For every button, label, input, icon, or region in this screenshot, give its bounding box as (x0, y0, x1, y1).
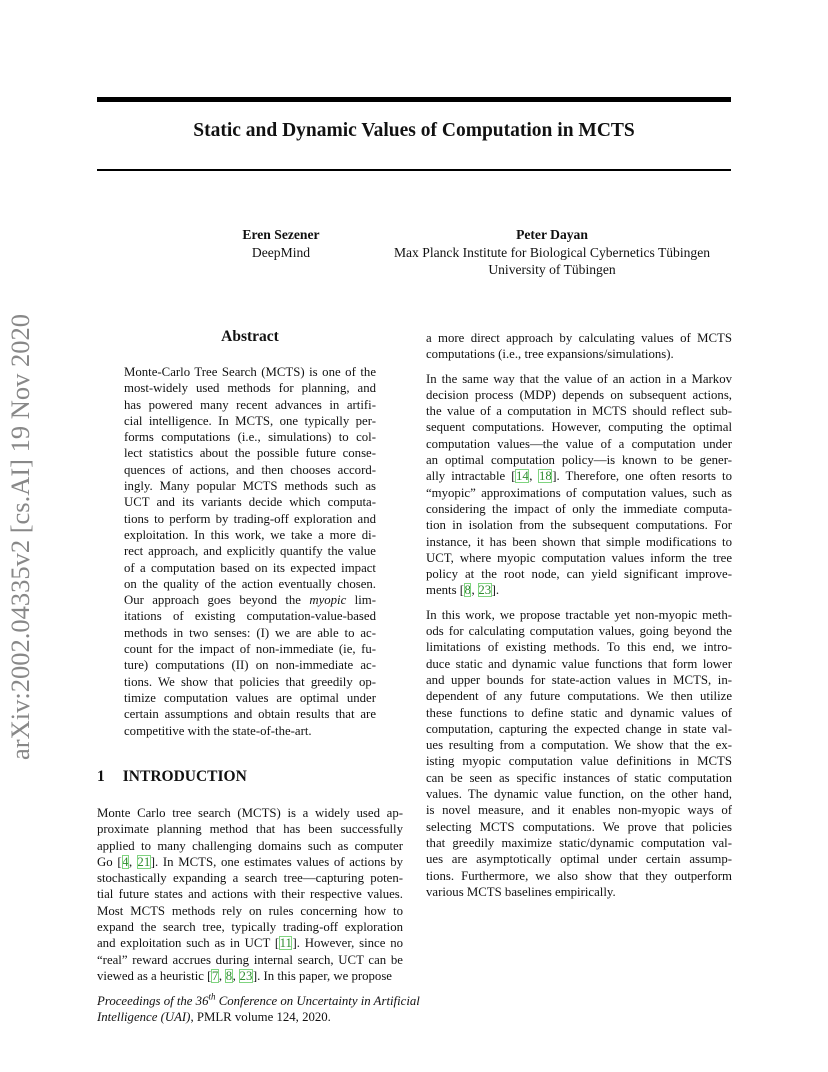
abstract-heading: Abstract (221, 328, 279, 345)
text-line: most-widely used methods for planning, and (124, 381, 376, 396)
text-line: UCT, where myopic computation values inform the tree (426, 550, 732, 565)
text-line: count for the impact of non-immediate (ie, fu- (124, 642, 376, 657)
author-block (380, 226, 724, 279)
text-line: selecting MCTS computations. We prove that policies (426, 819, 732, 834)
text-line: “real” reward accrues during internal search, UCT can be (97, 952, 403, 967)
paragraph (426, 330, 732, 363)
author-affiliation: Max Planck Institute for Biological Cybernetics Tübingen (393, 244, 711, 260)
text-line: ally intractable [14, 18]. Therefore, one often resorts to (426, 469, 732, 484)
text-line: a more direct approach by calculating values of MCTS (426, 331, 732, 345)
footnote-venue: Proceedings of the 36th Conference on Uncertainty in Artificial (97, 991, 420, 1008)
text-line: Monte-Carlo Tree Search (MCTS) is one of the (124, 365, 376, 379)
text-line: ments [8, 23]. (426, 583, 500, 598)
text-line: is novel measure, and it enables non-myopic ways of (426, 803, 732, 818)
paper-title: Static and Dynamic Values of Computation in MCTS (193, 120, 635, 141)
text-line: decision process (MDP) depends on subsequent actions, (426, 387, 732, 402)
section-heading (97, 768, 403, 786)
citation-link[interactable]: 23 (239, 968, 253, 983)
text-line: forms computations (i.e., simulations) to col- (124, 430, 376, 445)
author-name: Eren Sezener (242, 227, 320, 242)
paragraph (426, 607, 732, 900)
arxiv-identifier-stamp: arXiv:2002.04335v2 [cs.AI] 19 Nov 2020 (5, 313, 35, 760)
text-line: limitations of existing methods. To this end, we intro- (426, 640, 732, 655)
section-number: 1 (97, 768, 105, 785)
text-line: exploitation. In this work, we take a more di- (124, 527, 376, 542)
author-name: Peter Dayan (516, 227, 588, 242)
text-line: Go [4, 21]. In MCTS, one estimates values of actions by (97, 854, 403, 869)
text-line: various MCTS baselines empirically. (426, 884, 616, 899)
text-line: considering the impact of only the immediate computa- (426, 501, 732, 516)
text-line: can be seen as specific instances of static computation (426, 770, 732, 785)
text-line: dependent of any future computations. We then utilize (426, 689, 732, 704)
author-affiliation: University of Tübingen (488, 262, 616, 277)
text-line: of a computation based on its expected impact (124, 560, 376, 575)
text-line: proximate planning method that has been successfully (97, 822, 403, 837)
text-line: ingly. Many popular MCTS methods such as (124, 479, 376, 494)
text-line: tial future states and actions with their respective values. (97, 887, 403, 902)
text-line: UCT and its variants decide which computa- (124, 495, 376, 510)
text-line: rect approach, and explicitly quantify the value (124, 544, 376, 559)
footnote-line-2: Intelligence (UAI), PMLR volume 124, 2020. (97, 1009, 331, 1024)
text-line: “myopic” approximations of computation values, such as (426, 485, 732, 500)
text-line: and exploitation such as in UCT [11]. However, since no (97, 936, 403, 951)
text-line: stochastically expanding a search tree—capturing poten- (97, 871, 403, 886)
introduction-body (97, 805, 403, 984)
right-column (426, 330, 732, 908)
text-line: instance, it has been shown that simple modifications to (426, 534, 732, 549)
citation-link[interactable]: 23 (478, 583, 492, 598)
text-line: Our approach goes beyond the myopic lim- (124, 593, 376, 608)
text-line: values. The dynamic value function, on the other hand, (426, 787, 732, 802)
text-line: In this work, we propose tractable yet non-myopic meth- (426, 607, 732, 622)
text-line: on the quality of the action eventually chosen. (124, 576, 376, 591)
text-line: viewed as a heuristic [7, 8, 23]. In this paper, we propose (97, 968, 392, 983)
citation-link[interactable]: 4 (122, 854, 129, 869)
citation-link[interactable]: 11 (279, 936, 292, 951)
paragraph (426, 371, 732, 599)
text-line: computations (i.e., tree expansions/simulations). (426, 347, 674, 362)
text-line: ture) computations (II) on non-immediate ac- (124, 658, 376, 673)
text-line: tions. We show that policies that greedily op- (124, 674, 376, 689)
text-line: ues are asymptotically optimal under certain assump- (426, 852, 732, 867)
footnote-venue-2: Intelligence (UAI) (97, 1009, 191, 1024)
text-line: and upper bounds for state-action values in MCTS, in- (426, 672, 732, 687)
text-line: competitive with the state-of-the-art. (124, 723, 312, 738)
text-line: certain assumptions and obtain results that are (124, 707, 376, 722)
abstract-body (124, 364, 376, 739)
text-line: Most MCTS methods rely on rules concerning how to (97, 903, 403, 918)
title-bottom-rule (97, 169, 731, 171)
text-line: has powered many recent advances in artifi- (124, 397, 376, 412)
text-line: duce static and dynamic value functions that form lower (426, 656, 732, 671)
author-affiliation: DeepMind (251, 244, 311, 260)
section-title: INTRODUCTION (122, 768, 247, 785)
text-line: lect statistics about the possible future conse- (124, 446, 376, 461)
footnote-line (97, 991, 420, 1010)
text-line: ods for calculating computation values, going beyond the (426, 624, 732, 639)
text-line: sequent computations. However, computing the optimal (426, 420, 732, 435)
text-line: computation values—the value of a computation under (426, 436, 732, 451)
text-line: tion in isolation from the subsequent computations. For (426, 518, 732, 533)
text-line: tions to perform by trading-off exploration and (124, 511, 376, 526)
text-line: applied to many challenging domains such as computer (97, 838, 403, 853)
text-line: cial intelligence. In MCTS, one typically per- (124, 413, 376, 428)
text-line: timize computation values are optimal under (124, 690, 376, 705)
citation-link[interactable]: 8 (225, 968, 233, 983)
text-line: the value of a computation in MCTS should reflect sub- (426, 404, 732, 419)
text-line: tions. Furthermore, we also show that they outperform (426, 868, 732, 883)
text-line: expand the search tree, typically trading-off exploration (97, 920, 403, 935)
citation-link[interactable]: 7 (211, 968, 219, 983)
proceedings-footnote (97, 991, 420, 1025)
text-line: these functions to define static and dynamic values of (426, 705, 732, 720)
text-line: policy at the root node, can yield significant improve- (426, 567, 732, 582)
text-line: In the same way that the value of an action in a Markov (426, 371, 732, 386)
text-line: ues resulting from a computation. We show that the ex- (426, 738, 732, 753)
text-line: quences of actions, and then chooses accord- (124, 462, 376, 477)
citation-link[interactable]: 14 (515, 469, 529, 484)
text-line: Monte Carlo tree search (MCTS) is a widely used ap- (97, 806, 403, 820)
text-line: itations of existing computation-value-based (124, 609, 376, 624)
citation-link[interactable]: 8 (464, 583, 471, 598)
text-line: isting myopic computation value definitions in MCTS (426, 754, 732, 769)
author-block (196, 226, 366, 261)
text-line: methods in two senses: (I) we are able to ac- (124, 625, 376, 640)
text-line: an optimal computation policy—is known to be gener- (426, 453, 732, 468)
text-line: computation, capturing the expected change in state val- (426, 721, 732, 736)
text-line: that greedily maximize static/dynamic computation val- (426, 835, 732, 850)
citation-link[interactable]: 18 (538, 469, 552, 484)
citation-link[interactable]: 21 (137, 854, 151, 869)
title-top-rule (97, 97, 731, 102)
